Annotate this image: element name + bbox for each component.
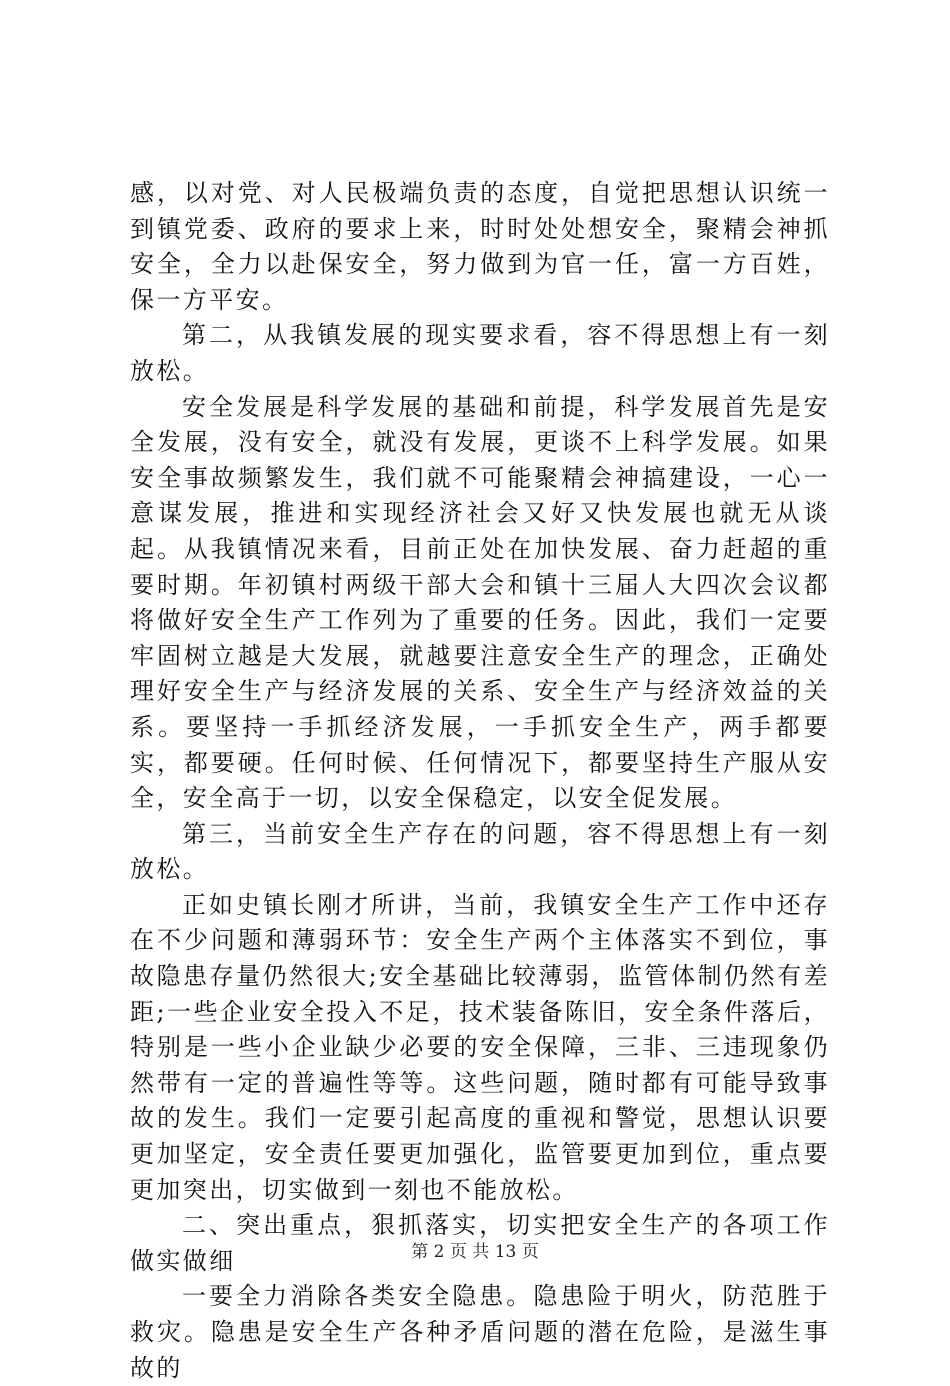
- paragraph-heading-third-point: 第三，当前安全生产存在的问题，容不得思想上有一刻放松。: [130, 819, 830, 884]
- paragraph-continuation: 感，以对党、对人民极端负责的态度，自觉把思想认识统一到镇党委、政府的要求上来，时时处处想安全，聚精会神抓安全，全力以赴保安全，努力做到为官一任，富一方百姓，保一方平安。: [130, 179, 830, 314]
- paragraph-current-problems: 正如史镇长刚才所讲，当前，我镇安全生产工作中还存在不少问题和薄弱环节：安全生产两个主体落实不到位，事故隐患存量仍然很大;安全基础比较薄弱，监管体制仍然有差距;一些企业安全投入不足，技术装备陈旧，安全条件落后，特别是一些小企业缺少必要的安全保障，三非、三违现象仍然带有一定的普遍性等等。这些问题，随时都有可能导致事故的发生。我们一定要引起高度的重视和警觉，思想认识要更加坚定，安全责任要更加强化，监管要更加到位，重点要更加突出，切实做到一刻也不能放松。: [130, 890, 830, 1204]
- document-body: [130, 176, 830, 1386]
- paragraph-section-heading-two: 二、突出重点，狠抓落实，切实把安全生产的各项工作做实做细: [130, 1211, 830, 1275]
- paragraph-heading-second-point: 第二，从我镇发展的现实要求看，容不得思想上有一刻放松。: [130, 321, 830, 385]
- paragraph-safety-development: 安全发展是科学发展的基础和前提，科学发展首先是安全发展，没有安全，就没有发展，更谈不上科学发展。如果安全事故频繁发生，我们就不可能聚精会神搞建设，一心一意谋发展，推进和实现经济社会又好又快发展也就无从谈起。从我镇情况来看，目前正处在加快发展、奋力赶超的重要时期。年初镇村两级干部大会和镇十三届人大四次会议都将做好安全生产工作列为了重要的任务。因此，我们一定要牢固树立越是大发展，就越要注意安全生产的理念，正确处理好安全生产与经济发展的关系、安全生产与经济效益的关系。要坚持一手抓经济发展，一手抓安全生产，两手都要实，都要硬。任何时候、任何情况下，都要坚持生产服从安全，安全高于一切，以安全保稳定，以安全促发展。: [130, 392, 830, 813]
- page-number-footer: 第 2 页 共 13 页: [411, 1242, 539, 1262]
- paragraph-eliminate-hazards: 一要全力消除各类安全隐患。隐患险于明火，防范胜于救灾。隐患是安全生产各种矛盾问题的潜在危险，是滋生事故的: [130, 1282, 830, 1382]
